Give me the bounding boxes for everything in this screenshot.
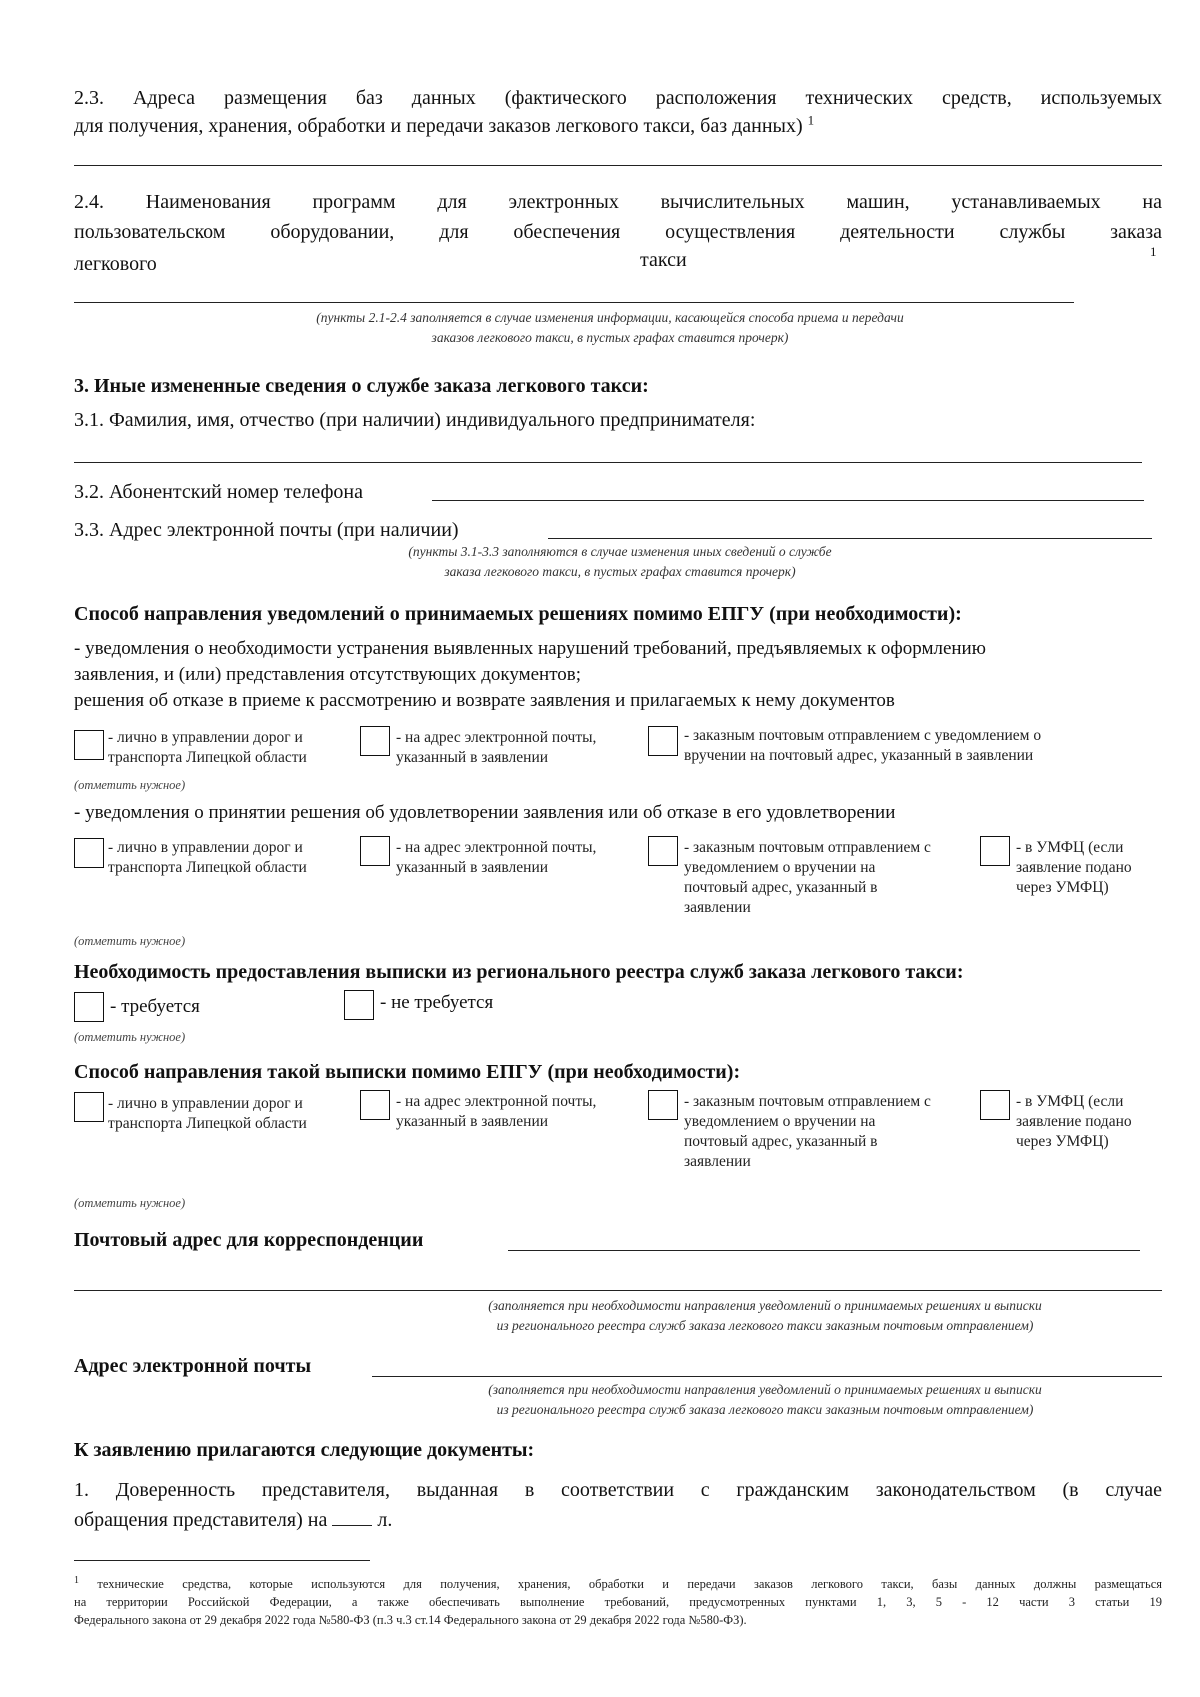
postal-address-field-line2[interactable] bbox=[74, 1290, 1162, 1291]
section-2-4-line1: 2.4. Наименования программ для электронных вычислительных машин, устанавливаемых на bbox=[74, 191, 1162, 213]
section-2-3-line1: 2.3. Адреса размещения баз данных (фактического расположения технических средств, используемых bbox=[74, 87, 1162, 109]
footnote-number: 1 bbox=[74, 1575, 79, 1586]
option-line: почтовый адрес, указанный в bbox=[684, 879, 878, 896]
option-line: уведомлением о вручении на bbox=[684, 1113, 876, 1130]
option-line: почтовый адрес, указанный в bbox=[684, 1133, 878, 1150]
notify1-mail-label bbox=[684, 726, 1041, 766]
method-in-person-label bbox=[108, 1094, 307, 1134]
mark-note-4: (отметить нужное) bbox=[74, 1196, 186, 1210]
docs-item1-pages-unit: л. bbox=[377, 1509, 393, 1531]
method-umfc-label bbox=[1016, 1092, 1132, 1152]
option-line: уведомлением о вручении на bbox=[684, 859, 876, 876]
notify1-in-person-label bbox=[108, 728, 307, 768]
option-line: - лично в управлении дорог и bbox=[108, 729, 303, 746]
notify1-email-checkbox[interactable] bbox=[360, 726, 390, 756]
pages-count-field[interactable] bbox=[332, 1509, 372, 1526]
option-line: заявление подано bbox=[1016, 1113, 1132, 1130]
footnote-ref-2-4: 1 bbox=[1150, 244, 1157, 259]
postal-address-field[interactable] bbox=[508, 1250, 1140, 1251]
note-2-1-2-4-line2: заказов легкового такси, в пустых графах ставится прочерк) bbox=[431, 330, 789, 345]
notify-title: Способ направления уведомлений о принимаемых решениях помимо ЕПГУ (при необходимости): bbox=[74, 603, 962, 625]
option-line: транспорта Липецкой области bbox=[108, 749, 307, 766]
email-field-3-3[interactable] bbox=[548, 538, 1152, 539]
extract-not-required-checkbox[interactable] bbox=[344, 990, 374, 1020]
footnote-line3: Федерального закона от 29 декабря 2022 года №580-ФЗ (п.3 ч.3 ст.14 Федерального закона от 29 декабря 2022 года №580-ФЗ). bbox=[74, 1613, 747, 1628]
section-2-3-line2-text: для получения, хранения, обработки и передачи заказов легкового такси, баз данных) bbox=[74, 115, 803, 137]
notify-p1 bbox=[74, 636, 1162, 714]
phone-field[interactable] bbox=[432, 500, 1144, 501]
option-line: через УМФЦ) bbox=[1016, 879, 1109, 896]
notify1-in-person-checkbox[interactable] bbox=[74, 730, 104, 760]
option-line: - лично в управлении дорог и bbox=[108, 839, 303, 856]
docs-item1-line2-text: обращения представителя) на bbox=[74, 1509, 328, 1531]
notify2-umfc-label bbox=[1016, 838, 1132, 898]
method-umfc-checkbox[interactable] bbox=[980, 1090, 1010, 1120]
email-label: Адрес электронной почты bbox=[74, 1355, 312, 1377]
extract-title: Необходимость предоставления выписки из регионального реестра служб заказа легкового такси: bbox=[74, 961, 964, 983]
note-2-1-2-4-line1: (пункты 2.1-2.4 заполняется в случае изменения информации, касающейся способа приема и передачи bbox=[316, 310, 904, 325]
method-mail-label bbox=[684, 1092, 984, 1172]
notify-p1-line2: заявления, и (или) представления отсутствующих документов; bbox=[74, 664, 582, 685]
notify2-in-person-checkbox[interactable] bbox=[74, 838, 104, 868]
footnote bbox=[74, 1572, 1162, 1629]
note-3-1-3-3 bbox=[300, 542, 940, 582]
field-3-1-label: 3.1. Фамилия, имя, отчество (при наличии) индивидуального предпринимателя: bbox=[74, 409, 756, 431]
footnote-line1-text: технические средства, которые используются для получения, хранения, обработки и передачи заказов легкового такси, базы данных должны размещаться bbox=[97, 1577, 1162, 1592]
method-title: Способ направления такой выписки помимо ЕПГУ (при необходимости): bbox=[74, 1061, 741, 1083]
option-line: транспорта Липецкой области bbox=[108, 859, 307, 876]
email-note-line1: (заполняется при необходимости направления уведомлений о принимаемых решениях и выписки bbox=[488, 1382, 1042, 1397]
option-line: - на адрес электронной почты, bbox=[396, 729, 597, 746]
footnote-line1 bbox=[74, 1572, 1162, 1593]
note-3-line1: (пункты 3.1-3.3 заполняются в случае изменения иных сведений о службе bbox=[408, 544, 832, 559]
option-line: вручении на почтовый адрес, указанный в заявлении bbox=[684, 747, 1034, 764]
field-3-1-line[interactable] bbox=[74, 462, 1142, 463]
option-line: указанный в заявлении bbox=[396, 1113, 549, 1130]
option-line: указанный в заявлении bbox=[396, 749, 549, 766]
mark-note-2: (отметить нужное) bbox=[74, 934, 186, 948]
mark-note-1: (отметить нужное) bbox=[74, 778, 186, 792]
option-line: - на адрес электронной почты, bbox=[396, 839, 597, 856]
notify-p1-line1: - уведомления о необходимости устранения выявленных нарушений требований, предъявляемых к оформлению bbox=[74, 638, 986, 659]
notify2-email-label bbox=[396, 838, 596, 878]
docs-item1-line2 bbox=[74, 1506, 392, 1534]
option-line: указанный в заявлении bbox=[396, 859, 549, 876]
method-in-person-checkbox[interactable] bbox=[74, 1092, 104, 1122]
notify1-email-label bbox=[396, 728, 596, 768]
footnote-line2: на территории Российской Федерации, а также обеспечивать выполнение требований, предусмотренных пунктами 1, 3, 5 - 12 части 3 статьи 19 bbox=[74, 1595, 1162, 1610]
notify2-in-person-label bbox=[108, 838, 307, 878]
footnote-ref: 1 bbox=[807, 112, 815, 128]
note-2-1-2-4 bbox=[190, 308, 1030, 348]
notify2-mail-label bbox=[684, 838, 984, 918]
postal-note bbox=[420, 1296, 1110, 1336]
option-line: заявлении bbox=[684, 899, 751, 916]
mark-note-3: (отметить нужное) bbox=[74, 1030, 186, 1044]
option-line: заявление подано bbox=[1016, 859, 1132, 876]
method-email-checkbox[interactable] bbox=[360, 1090, 390, 1120]
option-line: заявлении bbox=[684, 1153, 751, 1170]
method-mail-checkbox[interactable] bbox=[648, 1090, 678, 1120]
postal-note-line1: (заполняется при необходимости направления уведомлений о принимаемых решениях и выписки bbox=[488, 1298, 1042, 1313]
notify2-mail-checkbox[interactable] bbox=[648, 836, 678, 866]
section-2-4-line3b: такси bbox=[640, 249, 687, 271]
option-line: - в УМФЦ (если bbox=[1016, 1093, 1124, 1110]
email-address-field[interactable] bbox=[372, 1376, 1162, 1377]
notify2-email-checkbox[interactable] bbox=[360, 836, 390, 866]
option-line: - заказным почтовым отправлением с bbox=[684, 1093, 931, 1110]
postal-note-line2: из регионального реестра служб заказа легкового такси заказным почтовым отправлением) bbox=[496, 1318, 1034, 1333]
method-email-label bbox=[396, 1092, 596, 1132]
option-line: - на адрес электронной почты, bbox=[396, 1093, 597, 1110]
section-2-4-line3a: легкового bbox=[74, 253, 157, 275]
option-line: транспорта Липецкой области bbox=[108, 1115, 307, 1132]
email-note bbox=[420, 1380, 1110, 1420]
notify-p1-line3: решения об отказе в приеме к рассмотрению и возврате заявления и прилагаемых к нему документов bbox=[74, 690, 895, 711]
option-line: - заказным почтовым отправлением с bbox=[684, 839, 931, 856]
docs-title: К заявлению прилагаются следующие документы: bbox=[74, 1439, 535, 1461]
field-3-3-label: 3.3. Адрес электронной почты (при наличии) bbox=[74, 519, 459, 541]
notify1-mail-checkbox[interactable] bbox=[648, 726, 678, 756]
option-line: - лично в управлении дорог и bbox=[108, 1095, 303, 1112]
email-note-line2: из регионального реестра служб заказа легкового такси заказным почтовым отправлением) bbox=[496, 1402, 1034, 1417]
option-line: через УМФЦ) bbox=[1016, 1133, 1109, 1150]
option-line: - в УМФЦ (если bbox=[1016, 839, 1124, 856]
option-line: - заказным почтовым отправлением с уведомлением о bbox=[684, 727, 1042, 744]
notify-p2: - уведомления о принятии решения об удовлетворении заявления или об отказе в его удовлетворении bbox=[74, 802, 896, 823]
note-3-line2: заказа легкового такси, в пустых графах ставится прочерк) bbox=[444, 564, 796, 579]
field-2-4-line[interactable] bbox=[74, 302, 1074, 303]
section-3-title: 3. Иные измененные сведения о службе заказа легкового такси: bbox=[74, 375, 649, 397]
extract-not-required-label: - не требуется bbox=[380, 992, 494, 1013]
field-3-2-label: 3.2. Абонентский номер телефона bbox=[74, 481, 363, 503]
postal-label: Почтовый адрес для корреспонденции bbox=[74, 1229, 424, 1251]
extract-required-checkbox[interactable] bbox=[74, 992, 104, 1022]
notify2-umfc-checkbox[interactable] bbox=[980, 836, 1010, 866]
section-2-4-line2: пользовательском оборудовании, для обеспечения осуществления деятельности службы заказа bbox=[74, 221, 1162, 243]
field-2-3-line[interactable] bbox=[74, 165, 1162, 166]
extract-required-label: - требуется bbox=[110, 996, 200, 1017]
footnote-separator bbox=[74, 1560, 370, 1561]
section-2-3-line2 bbox=[74, 112, 1162, 140]
docs-item1-line1: 1. Доверенность представителя, выданная в соответствии с гражданским законодательством (в случае bbox=[74, 1479, 1162, 1501]
